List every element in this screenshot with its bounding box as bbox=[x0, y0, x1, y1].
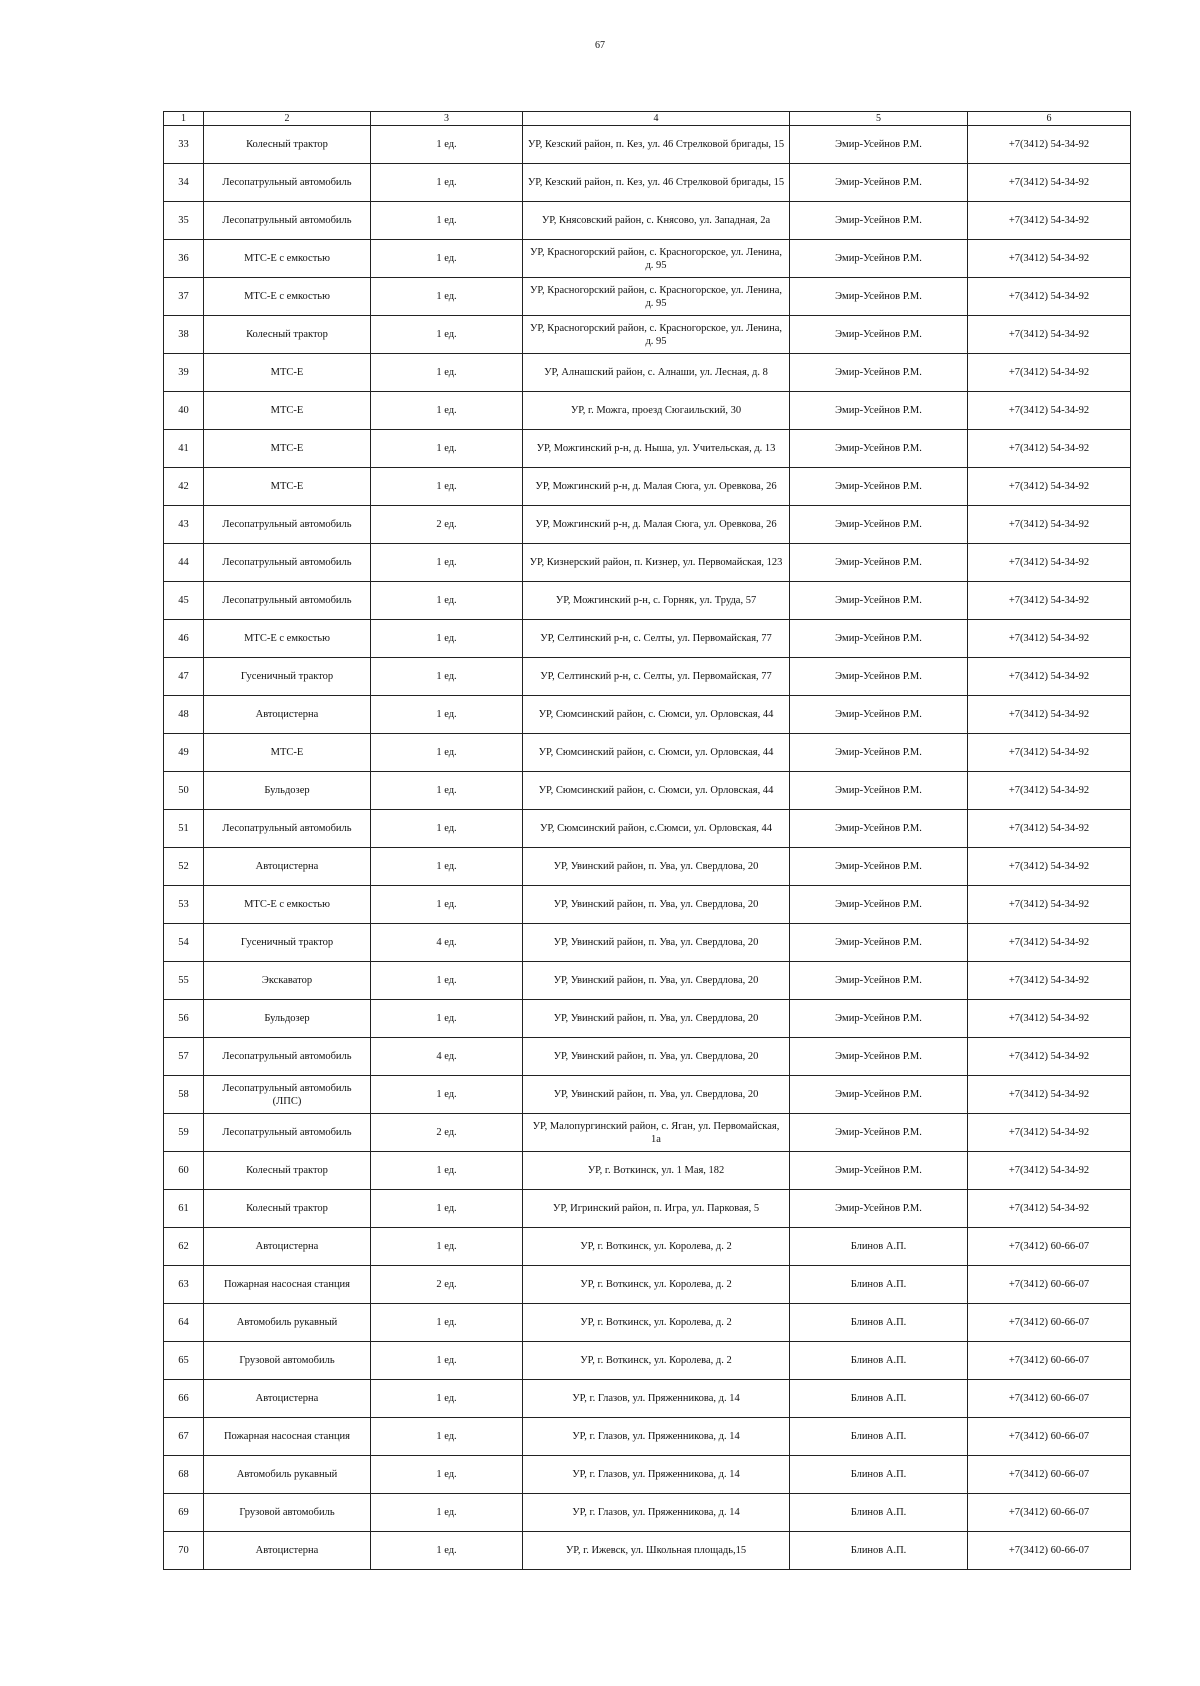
equipment-name-cell: Колесный трактор bbox=[204, 126, 371, 164]
quantity-cell: 1 ед. bbox=[371, 772, 523, 810]
phone-cell: +7(3412) 54-34-92 bbox=[968, 354, 1131, 392]
equipment-name-cell: Лесопатрульный автомобиль bbox=[204, 544, 371, 582]
row-number-cell: 61 bbox=[164, 1190, 204, 1228]
table-row bbox=[164, 1076, 1131, 1114]
quantity-cell: 1 ед. bbox=[371, 620, 523, 658]
address-cell: УР, Можгинский р-н, д. Ныша, ул. Учительская, д. 13 bbox=[523, 430, 790, 468]
row-number-cell: 51 bbox=[164, 810, 204, 848]
row-number-cell: 48 bbox=[164, 696, 204, 734]
address-cell: УР, г. Воткинск, ул. Королева, д. 2 bbox=[523, 1228, 790, 1266]
phone-cell: +7(3412) 54-34-92 bbox=[968, 772, 1131, 810]
table-row bbox=[164, 1228, 1131, 1266]
address-cell: УР, Увинский район, п. Ува, ул. Свердлова, 20 bbox=[523, 848, 790, 886]
address-cell: УР, г. Глазов, ул. Пряженникова, д. 14 bbox=[523, 1418, 790, 1456]
table-row bbox=[164, 772, 1131, 810]
address-cell: УР, Сюмсинский район, с. Сюмси, ул. Орловская, 44 bbox=[523, 734, 790, 772]
row-number-cell: 35 bbox=[164, 202, 204, 240]
row-number-cell: 53 bbox=[164, 886, 204, 924]
page-number: 67 bbox=[595, 40, 605, 51]
quantity-cell: 1 ед. bbox=[371, 202, 523, 240]
phone-cell: +7(3412) 60-66-07 bbox=[968, 1456, 1131, 1494]
quantity-cell: 1 ед. bbox=[371, 354, 523, 392]
equipment-name-cell: Бульдозер bbox=[204, 1000, 371, 1038]
equipment-name-cell: МТС-Е bbox=[204, 430, 371, 468]
equipment-name-cell: МТС-Е с емкостью bbox=[204, 240, 371, 278]
equipment-name-cell: Бульдозер bbox=[204, 772, 371, 810]
responsible-person-cell: Эмир-Усейнов Р.М. bbox=[790, 392, 968, 430]
row-number-cell: 62 bbox=[164, 1228, 204, 1266]
address-cell: УР, Можгинский р-н, д. Малая Сюга, ул. Оревкова, 26 bbox=[523, 468, 790, 506]
equipment-name-cell: Автоцистерна bbox=[204, 1380, 371, 1418]
equipment-name-cell: Лесопатрульный автомобиль bbox=[204, 582, 371, 620]
table-row bbox=[164, 1304, 1131, 1342]
phone-cell: +7(3412) 54-34-92 bbox=[968, 240, 1131, 278]
row-number-cell: 41 bbox=[164, 430, 204, 468]
row-number-cell: 68 bbox=[164, 1456, 204, 1494]
table-row bbox=[164, 544, 1131, 582]
equipment-name-cell: Лесопатрульный автомобиль (ЛПС) bbox=[204, 1076, 371, 1114]
address-cell: УР, Селтинский р-н, с. Селты, ул. Первомайская, 77 bbox=[523, 620, 790, 658]
quantity-cell: 1 ед. bbox=[371, 164, 523, 202]
row-number-cell: 55 bbox=[164, 962, 204, 1000]
address-cell: УР, г. Ижевск, ул. Школьная площадь,15 bbox=[523, 1532, 790, 1570]
table-row bbox=[164, 506, 1131, 544]
table-row bbox=[164, 430, 1131, 468]
responsible-person-cell: Блинов А.П. bbox=[790, 1418, 968, 1456]
responsible-person-cell: Блинов А.П. bbox=[790, 1266, 968, 1304]
responsible-person-cell: Эмир-Усейнов Р.М. bbox=[790, 1152, 968, 1190]
address-cell: УР, Увинский район, п. Ува, ул. Свердлова, 20 bbox=[523, 962, 790, 1000]
quantity-cell: 1 ед. bbox=[371, 1190, 523, 1228]
equipment-name-cell: Автоцистерна bbox=[204, 696, 371, 734]
equipment-name-cell: Лесопатрульный автомобиль bbox=[204, 506, 371, 544]
phone-cell: +7(3412) 60-66-07 bbox=[968, 1304, 1131, 1342]
address-cell: УР, Сюмсинский район, с. Сюмси, ул. Орловская, 44 bbox=[523, 696, 790, 734]
equipment-name-cell: Автоцистерна bbox=[204, 848, 371, 886]
responsible-person-cell: Блинов А.П. bbox=[790, 1228, 968, 1266]
phone-cell: +7(3412) 54-34-92 bbox=[968, 1114, 1131, 1152]
responsible-person-cell: Эмир-Усейнов Р.М. bbox=[790, 506, 968, 544]
address-cell: УР, Красногорский район, с. Красногорское, ул. Ленина, д. 95 bbox=[523, 240, 790, 278]
column-header-4: 4 bbox=[523, 112, 790, 126]
responsible-person-cell: Эмир-Усейнов Р.М. bbox=[790, 126, 968, 164]
address-cell: УР, Сюмсинский район, с.Сюмси, ул. Орловская, 44 bbox=[523, 810, 790, 848]
table-header-row bbox=[164, 112, 1131, 126]
phone-cell: +7(3412) 54-34-92 bbox=[968, 1000, 1131, 1038]
responsible-person-cell: Блинов А.П. bbox=[790, 1342, 968, 1380]
row-number-cell: 50 bbox=[164, 772, 204, 810]
equipment-name-cell: Пожарная насосная станция bbox=[204, 1266, 371, 1304]
address-cell: УР, г. Воткинск, ул. Королева, д. 2 bbox=[523, 1266, 790, 1304]
quantity-cell: 1 ед. bbox=[371, 696, 523, 734]
row-number-cell: 47 bbox=[164, 658, 204, 696]
equipment-name-cell: МТС-Е с емкостью bbox=[204, 620, 371, 658]
quantity-cell: 1 ед. bbox=[371, 544, 523, 582]
equipment-name-cell: Колесный трактор bbox=[204, 316, 371, 354]
row-number-cell: 65 bbox=[164, 1342, 204, 1380]
row-number-cell: 46 bbox=[164, 620, 204, 658]
row-number-cell: 42 bbox=[164, 468, 204, 506]
phone-cell: +7(3412) 60-66-07 bbox=[968, 1532, 1131, 1570]
phone-cell: +7(3412) 54-34-92 bbox=[968, 582, 1131, 620]
address-cell: УР, Княсовский район, с. Княсово, ул. Западная, 2а bbox=[523, 202, 790, 240]
table-row bbox=[164, 1000, 1131, 1038]
equipment-name-cell: Автоцистерна bbox=[204, 1532, 371, 1570]
table-row bbox=[164, 392, 1131, 430]
row-number-cell: 66 bbox=[164, 1380, 204, 1418]
equipment-name-cell: МТС-Е bbox=[204, 392, 371, 430]
column-header-2: 2 bbox=[204, 112, 371, 126]
responsible-person-cell: Эмир-Усейнов Р.М. bbox=[790, 620, 968, 658]
responsible-person-cell: Блинов А.П. bbox=[790, 1532, 968, 1570]
phone-cell: +7(3412) 60-66-07 bbox=[968, 1494, 1131, 1532]
table-row bbox=[164, 1342, 1131, 1380]
table-row bbox=[164, 1114, 1131, 1152]
address-cell: УР, Игринский район, п. Игра, ул. Парковая, 5 bbox=[523, 1190, 790, 1228]
equipment-name-cell: Колесный трактор bbox=[204, 1152, 371, 1190]
table-row bbox=[164, 278, 1131, 316]
quantity-cell: 1 ед. bbox=[371, 1532, 523, 1570]
responsible-person-cell: Блинов А.П. bbox=[790, 1456, 968, 1494]
responsible-person-cell: Блинов А.П. bbox=[790, 1304, 968, 1342]
equipment-name-cell: МТС-Е bbox=[204, 354, 371, 392]
responsible-person-cell: Эмир-Усейнов Р.М. bbox=[790, 1038, 968, 1076]
equipment-name-cell: Лесопатрульный автомобиль bbox=[204, 164, 371, 202]
address-cell: УР, Можгинский р-н, с. Горняк, ул. Труда, 57 bbox=[523, 582, 790, 620]
address-cell: УР, Кезский район, п. Кез, ул. 46 Стрелковой бригады, 15 bbox=[523, 126, 790, 164]
column-header-5: 5 bbox=[790, 112, 968, 126]
phone-cell: +7(3412) 54-34-92 bbox=[968, 620, 1131, 658]
responsible-person-cell: Эмир-Усейнов Р.М. bbox=[790, 1114, 968, 1152]
phone-cell: +7(3412) 54-34-92 bbox=[968, 924, 1131, 962]
table-row bbox=[164, 202, 1131, 240]
phone-cell: +7(3412) 54-34-92 bbox=[968, 1038, 1131, 1076]
row-number-cell: 56 bbox=[164, 1000, 204, 1038]
row-number-cell: 54 bbox=[164, 924, 204, 962]
responsible-person-cell: Эмир-Усейнов Р.М. bbox=[790, 848, 968, 886]
table-row bbox=[164, 848, 1131, 886]
phone-cell: +7(3412) 54-34-92 bbox=[968, 164, 1131, 202]
responsible-person-cell: Эмир-Усейнов Р.М. bbox=[790, 772, 968, 810]
quantity-cell: 1 ед. bbox=[371, 278, 523, 316]
phone-cell: +7(3412) 54-34-92 bbox=[968, 1190, 1131, 1228]
table-row bbox=[164, 696, 1131, 734]
phone-cell: +7(3412) 54-34-92 bbox=[968, 848, 1131, 886]
quantity-cell: 1 ед. bbox=[371, 468, 523, 506]
equipment-name-cell: Лесопатрульный автомобиль bbox=[204, 202, 371, 240]
phone-cell: +7(3412) 54-34-92 bbox=[968, 886, 1131, 924]
quantity-cell: 1 ед. bbox=[371, 582, 523, 620]
row-number-cell: 60 bbox=[164, 1152, 204, 1190]
table-row bbox=[164, 924, 1131, 962]
row-number-cell: 58 bbox=[164, 1076, 204, 1114]
address-cell: УР, Можгинский р-н, д. Малая Сюга, ул. Оревкова, 26 bbox=[523, 506, 790, 544]
quantity-cell: 2 ед. bbox=[371, 1114, 523, 1152]
responsible-person-cell: Эмир-Усейнов Р.М. bbox=[790, 924, 968, 962]
responsible-person-cell: Эмир-Усейнов Р.М. bbox=[790, 468, 968, 506]
responsible-person-cell: Эмир-Усейнов Р.М. bbox=[790, 316, 968, 354]
quantity-cell: 1 ед. bbox=[371, 1076, 523, 1114]
address-cell: УР, Увинский район, п. Ува, ул. Свердлова, 20 bbox=[523, 886, 790, 924]
phone-cell: +7(3412) 60-66-07 bbox=[968, 1418, 1131, 1456]
responsible-person-cell: Блинов А.П. bbox=[790, 1494, 968, 1532]
address-cell: УР, г. Глазов, ул. Пряженникова, д. 14 bbox=[523, 1380, 790, 1418]
address-cell: УР, Красногорский район, с. Красногорское, ул. Ленина, д. 95 bbox=[523, 278, 790, 316]
equipment-name-cell: Экскаватор bbox=[204, 962, 371, 1000]
phone-cell: +7(3412) 54-34-92 bbox=[968, 316, 1131, 354]
table-row bbox=[164, 354, 1131, 392]
quantity-cell: 2 ед. bbox=[371, 506, 523, 544]
table-row bbox=[164, 582, 1131, 620]
phone-cell: +7(3412) 60-66-07 bbox=[968, 1266, 1131, 1304]
quantity-cell: 1 ед. bbox=[371, 430, 523, 468]
quantity-cell: 1 ед. bbox=[371, 1000, 523, 1038]
equipment-name-cell: Пожарная насосная станция bbox=[204, 1418, 371, 1456]
table-row bbox=[164, 886, 1131, 924]
column-header-1: 1 bbox=[164, 112, 204, 126]
address-cell: УР, Увинский район, п. Ува, ул. Свердлова, 20 bbox=[523, 1076, 790, 1114]
equipment-table bbox=[163, 111, 1131, 1570]
quantity-cell: 1 ед. bbox=[371, 240, 523, 278]
phone-cell: +7(3412) 54-34-92 bbox=[968, 810, 1131, 848]
quantity-cell: 1 ед. bbox=[371, 848, 523, 886]
row-number-cell: 34 bbox=[164, 164, 204, 202]
equipment-name-cell: Автоцистерна bbox=[204, 1228, 371, 1266]
equipment-name-cell: Грузовой автомобиль bbox=[204, 1342, 371, 1380]
responsible-person-cell: Эмир-Усейнов Р.М. bbox=[790, 1000, 968, 1038]
equipment-name-cell: МТС-Е с емкостью bbox=[204, 278, 371, 316]
address-cell: УР, Увинский район, п. Ува, ул. Свердлова, 20 bbox=[523, 1038, 790, 1076]
equipment-name-cell: Колесный трактор bbox=[204, 1190, 371, 1228]
table-row bbox=[164, 1456, 1131, 1494]
table-row bbox=[164, 240, 1131, 278]
row-number-cell: 43 bbox=[164, 506, 204, 544]
row-number-cell: 70 bbox=[164, 1532, 204, 1570]
phone-cell: +7(3412) 54-34-92 bbox=[968, 506, 1131, 544]
phone-cell: +7(3412) 54-34-92 bbox=[968, 1076, 1131, 1114]
row-number-cell: 39 bbox=[164, 354, 204, 392]
quantity-cell: 1 ед. bbox=[371, 392, 523, 430]
phone-cell: +7(3412) 54-34-92 bbox=[968, 734, 1131, 772]
table-row bbox=[164, 1380, 1131, 1418]
address-cell: УР, Кезский район, п. Кез, ул. 46 Стрелковой бригады, 15 bbox=[523, 164, 790, 202]
table-row bbox=[164, 1152, 1131, 1190]
address-cell: УР, г. Глазов, ул. Пряженникова, д. 14 bbox=[523, 1456, 790, 1494]
equipment-name-cell: Автомобиль рукавный bbox=[204, 1456, 371, 1494]
table-row bbox=[164, 810, 1131, 848]
responsible-person-cell: Эмир-Усейнов Р.М. bbox=[790, 164, 968, 202]
row-number-cell: 69 bbox=[164, 1494, 204, 1532]
address-cell: УР, Алнашский район, с. Алнаши, ул. Лесная, д. 8 bbox=[523, 354, 790, 392]
phone-cell: +7(3412) 54-34-92 bbox=[968, 658, 1131, 696]
equipment-name-cell: Лесопатрульный автомобиль bbox=[204, 1114, 371, 1152]
equipment-name-cell: Лесопатрульный автомобиль bbox=[204, 810, 371, 848]
table-row bbox=[164, 316, 1131, 354]
row-number-cell: 38 bbox=[164, 316, 204, 354]
responsible-person-cell: Блинов А.П. bbox=[790, 1380, 968, 1418]
address-cell: УР, г. Воткинск, ул. Королева, д. 2 bbox=[523, 1304, 790, 1342]
phone-cell: +7(3412) 54-34-92 bbox=[968, 962, 1131, 1000]
address-cell: УР, Кизнерский район, п. Кизнер, ул. Первомайская, 123 bbox=[523, 544, 790, 582]
table-row bbox=[164, 658, 1131, 696]
phone-cell: +7(3412) 60-66-07 bbox=[968, 1228, 1131, 1266]
quantity-cell: 4 ед. bbox=[371, 924, 523, 962]
table-row bbox=[164, 1190, 1131, 1228]
responsible-person-cell: Эмир-Усейнов Р.М. bbox=[790, 1190, 968, 1228]
responsible-person-cell: Эмир-Усейнов Р.М. bbox=[790, 354, 968, 392]
table-row bbox=[164, 1266, 1131, 1304]
table-row bbox=[164, 734, 1131, 772]
row-number-cell: 36 bbox=[164, 240, 204, 278]
address-cell: УР, Увинский район, п. Ува, ул. Свердлова, 20 bbox=[523, 924, 790, 962]
quantity-cell: 1 ед. bbox=[371, 126, 523, 164]
address-cell: УР, г. Воткинск, ул. 1 Мая, 182 bbox=[523, 1152, 790, 1190]
table-row bbox=[164, 1418, 1131, 1456]
quantity-cell: 1 ед. bbox=[371, 886, 523, 924]
column-header-3: 3 bbox=[371, 112, 523, 126]
quantity-cell: 1 ед. bbox=[371, 1228, 523, 1266]
quantity-cell: 4 ед. bbox=[371, 1038, 523, 1076]
address-cell: УР, Увинский район, п. Ува, ул. Свердлова, 20 bbox=[523, 1000, 790, 1038]
equipment-name-cell: Гусеничный трактор bbox=[204, 924, 371, 962]
quantity-cell: 1 ед. bbox=[371, 1418, 523, 1456]
table-row bbox=[164, 164, 1131, 202]
responsible-person-cell: Эмир-Усейнов Р.М. bbox=[790, 810, 968, 848]
responsible-person-cell: Эмир-Усейнов Р.М. bbox=[790, 582, 968, 620]
row-number-cell: 57 bbox=[164, 1038, 204, 1076]
row-number-cell: 37 bbox=[164, 278, 204, 316]
table-row bbox=[164, 1038, 1131, 1076]
responsible-person-cell: Эмир-Усейнов Р.М. bbox=[790, 658, 968, 696]
phone-cell: +7(3412) 54-34-92 bbox=[968, 1152, 1131, 1190]
quantity-cell: 1 ед. bbox=[371, 1494, 523, 1532]
row-number-cell: 40 bbox=[164, 392, 204, 430]
quantity-cell: 1 ед. bbox=[371, 1304, 523, 1342]
row-number-cell: 64 bbox=[164, 1304, 204, 1342]
table-body bbox=[164, 126, 1131, 1570]
quantity-cell: 1 ед. bbox=[371, 1152, 523, 1190]
column-header-6: 6 bbox=[968, 112, 1131, 126]
address-cell: УР, Малопургинский район, с. Яган, ул. Первомайская, 1а bbox=[523, 1114, 790, 1152]
quantity-cell: 1 ед. bbox=[371, 734, 523, 772]
address-cell: УР, Красногорский район, с. Красногорское, ул. Ленина, д. 95 bbox=[523, 316, 790, 354]
responsible-person-cell: Эмир-Усейнов Р.М. bbox=[790, 962, 968, 1000]
address-cell: УР, г. Воткинск, ул. Королева, д. 2 bbox=[523, 1342, 790, 1380]
phone-cell: +7(3412) 54-34-92 bbox=[968, 392, 1131, 430]
responsible-person-cell: Эмир-Усейнов Р.М. bbox=[790, 696, 968, 734]
table-row bbox=[164, 620, 1131, 658]
equipment-name-cell: Гусеничный трактор bbox=[204, 658, 371, 696]
quantity-cell: 1 ед. bbox=[371, 1342, 523, 1380]
phone-cell: +7(3412) 60-66-07 bbox=[968, 1380, 1131, 1418]
phone-cell: +7(3412) 60-66-07 bbox=[968, 1342, 1131, 1380]
quantity-cell: 1 ед. bbox=[371, 962, 523, 1000]
responsible-person-cell: Эмир-Усейнов Р.М. bbox=[790, 886, 968, 924]
table-row bbox=[164, 962, 1131, 1000]
address-cell: УР, Селтинский р-н, с. Селты, ул. Первомайская, 77 bbox=[523, 658, 790, 696]
phone-cell: +7(3412) 54-34-92 bbox=[968, 468, 1131, 506]
phone-cell: +7(3412) 54-34-92 bbox=[968, 202, 1131, 240]
responsible-person-cell: Эмир-Усейнов Р.М. bbox=[790, 734, 968, 772]
address-cell: УР, г. Глазов, ул. Пряженникова, д. 14 bbox=[523, 1494, 790, 1532]
responsible-person-cell: Эмир-Усейнов Р.М. bbox=[790, 240, 968, 278]
responsible-person-cell: Эмир-Усейнов Р.М. bbox=[790, 202, 968, 240]
phone-cell: +7(3412) 54-34-92 bbox=[968, 278, 1131, 316]
quantity-cell: 1 ед. bbox=[371, 810, 523, 848]
responsible-person-cell: Эмир-Усейнов Р.М. bbox=[790, 278, 968, 316]
quantity-cell: 1 ед. bbox=[371, 658, 523, 696]
row-number-cell: 52 bbox=[164, 848, 204, 886]
responsible-person-cell: Эмир-Усейнов Р.М. bbox=[790, 544, 968, 582]
equipment-name-cell: Грузовой автомобиль bbox=[204, 1494, 371, 1532]
table-row bbox=[164, 1532, 1131, 1570]
row-number-cell: 49 bbox=[164, 734, 204, 772]
equipment-name-cell: МТС-Е с емкостью bbox=[204, 886, 371, 924]
equipment-name-cell: МТС-Е bbox=[204, 468, 371, 506]
row-number-cell: 45 bbox=[164, 582, 204, 620]
quantity-cell: 2 ед. bbox=[371, 1266, 523, 1304]
equipment-name-cell: Автомобиль рукавный bbox=[204, 1304, 371, 1342]
table-row bbox=[164, 468, 1131, 506]
phone-cell: +7(3412) 54-34-92 bbox=[968, 696, 1131, 734]
phone-cell: +7(3412) 54-34-92 bbox=[968, 430, 1131, 468]
row-number-cell: 63 bbox=[164, 1266, 204, 1304]
row-number-cell: 67 bbox=[164, 1418, 204, 1456]
equipment-name-cell: Лесопатрульный автомобиль bbox=[204, 1038, 371, 1076]
row-number-cell: 33 bbox=[164, 126, 204, 164]
table-row bbox=[164, 126, 1131, 164]
address-cell: УР, г. Можга, проезд Сюгаильский, 30 bbox=[523, 392, 790, 430]
phone-cell: +7(3412) 54-34-92 bbox=[968, 544, 1131, 582]
quantity-cell: 1 ед. bbox=[371, 316, 523, 354]
quantity-cell: 1 ед. bbox=[371, 1380, 523, 1418]
row-number-cell: 44 bbox=[164, 544, 204, 582]
responsible-person-cell: Эмир-Усейнов Р.М. bbox=[790, 1076, 968, 1114]
table-row bbox=[164, 1494, 1131, 1532]
quantity-cell: 1 ед. bbox=[371, 1456, 523, 1494]
row-number-cell: 59 bbox=[164, 1114, 204, 1152]
equipment-name-cell: МТС-Е bbox=[204, 734, 371, 772]
responsible-person-cell: Эмир-Усейнов Р.М. bbox=[790, 430, 968, 468]
phone-cell: +7(3412) 54-34-92 bbox=[968, 126, 1131, 164]
address-cell: УР, Сюмсинский район, с. Сюмси, ул. Орловская, 44 bbox=[523, 772, 790, 810]
